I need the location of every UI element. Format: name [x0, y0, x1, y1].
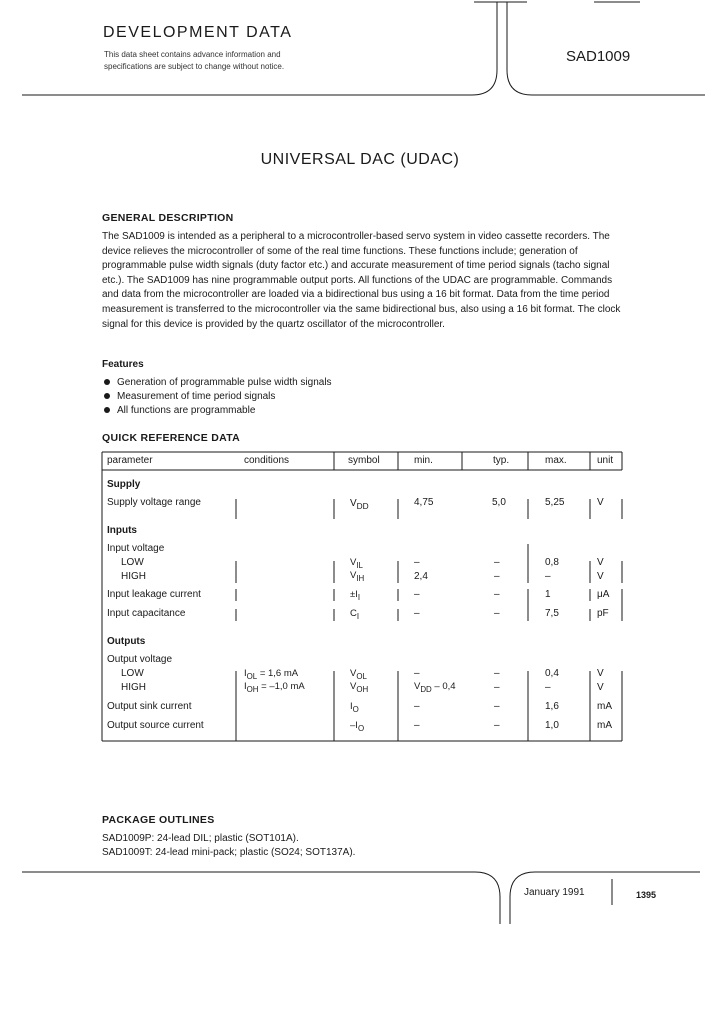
supply-heading: Supply	[107, 479, 141, 490]
input-capacitance-min: –	[414, 608, 420, 619]
supply-unit: V	[597, 497, 604, 508]
input-high-symbol: $V_{IH}$	[350, 570, 365, 583]
input-leakage-min: –	[414, 589, 420, 600]
col-symbol: symbol	[348, 455, 380, 466]
input-leakage-label: Input leakage current	[107, 589, 201, 600]
input-capacitance-label: Input capacitance	[107, 608, 186, 619]
col-max: max.	[545, 455, 567, 466]
quick-reference-heading: QUICK REFERENCE DATA	[102, 432, 241, 444]
footer-date: January 1991	[524, 887, 585, 898]
output-high-symbol: $V_{OH}$	[350, 681, 369, 694]
document-title: UNIVERSAL DAC (UDAC)	[260, 151, 460, 168]
output-high-label: HIGH	[121, 682, 146, 693]
output-high-typ: –	[494, 682, 500, 693]
input-capacitance-unit: pF	[597, 608, 609, 619]
output-sink-label: Output sink current	[107, 701, 192, 712]
output-source-max: 1,0	[545, 720, 559, 731]
col-unit: unit	[597, 455, 614, 466]
col-conditions: conditions	[244, 455, 290, 466]
input-low-typ: –	[494, 557, 500, 568]
package-line-1: SAD1009P: 24-lead DIL; plastic (SOT101A).	[102, 833, 299, 844]
input-low-max: 0,8	[545, 557, 559, 568]
output-sink-min: –	[414, 701, 420, 712]
feature-item: Measurement of time period signals	[102, 391, 275, 402]
output-high-max: –	[545, 682, 551, 693]
input-high-label: HIGH	[121, 571, 146, 582]
output-source-unit: mA	[597, 720, 612, 731]
supply-min: 4,75	[414, 497, 434, 508]
input-high-max: –	[545, 571, 551, 582]
input-high-min: 2,4	[414, 571, 428, 582]
output-low-unit: V	[597, 668, 604, 679]
disclaimer-line-1: This data sheet contains advance information and	[104, 50, 281, 59]
supply-max: 5,25	[545, 497, 565, 508]
output-low-symbol: $V_{OL}$	[350, 668, 367, 681]
output-sink-typ: –	[494, 701, 500, 712]
output-low-typ: –	[494, 668, 500, 679]
input-leakage-symbol: $\pm I_I$	[350, 589, 361, 602]
package-outlines-heading: PACKAGE OUTLINES	[102, 814, 215, 826]
output-high-condition: $I_{OH} = -1,0$ mA	[244, 681, 305, 694]
output-high-min: $V_{DD} - 0,4$	[414, 681, 456, 694]
output-sink-unit: mA	[597, 701, 612, 712]
input-high-typ: –	[494, 571, 500, 582]
bullet-icon	[104, 393, 110, 399]
part-number: SAD1009	[566, 48, 631, 65]
development-data-title: DEVELOPMENT DATA	[103, 24, 293, 41]
package-line-2: SAD1009T: 24-lead mini-pack; plastic (SO24; SOT137A).	[102, 847, 356, 858]
output-low-min: –	[414, 668, 420, 679]
input-leakage-typ: –	[494, 589, 500, 600]
feature-item: Generation of programmable pulse width signals	[102, 377, 332, 388]
supply-typ: 5,0	[492, 497, 506, 508]
input-low-label: LOW	[121, 557, 144, 568]
input-voltage-label: Input voltage	[107, 543, 165, 554]
input-low-min: –	[414, 557, 420, 568]
output-source-label: Output source current	[107, 720, 204, 731]
output-sink-max: 1,6	[545, 701, 559, 712]
output-source-min: –	[414, 720, 420, 731]
output-low-max: 0,4	[545, 668, 559, 679]
general-description-body: The SAD1009 is intended as a peripheral to a microcontroller-based servo system in video cassette recorders. The device relieves the microcontroller of some of the real time functions. These functions include; generation of programmable pulse width signals (duty factor etc.) and accurate measurement of time period signals (tacho signal etc.). The SAD1009 has nine programmable output ports. All functions of the UDAC are programmable. Commands and data from the microcontroller are loaded via a bidirectional bus using a 16 bit format. Data from the time period measurement is transferred to the microcontroller via the same bidirectional bus, also using a 16 bit format. The clock signal for this device is provided by the quartz oscillator of the microcontroller.	[102, 231, 621, 330]
input-high-unit: V	[597, 571, 604, 582]
input-leakage-unit: μA	[597, 589, 610, 600]
input-capacitance-max: 7,5	[545, 608, 559, 619]
output-low-label: LOW	[121, 668, 144, 679]
output-low-condition: $I_{OL} = 1,6$ mA	[244, 668, 299, 681]
col-min: min.	[414, 455, 433, 466]
supply-voltage-label: Supply voltage range	[107, 497, 201, 508]
inputs-heading: Inputs	[107, 525, 137, 536]
output-sink-symbol: $I_O$	[350, 701, 359, 714]
feature-item: All functions are programmable	[102, 405, 255, 416]
output-source-symbol: $-I_O$	[350, 720, 365, 733]
page-number: 1395	[636, 890, 657, 900]
input-low-unit: V	[597, 557, 604, 568]
bullet-icon	[104, 379, 110, 385]
input-low-symbol: $V_{IL}$	[350, 557, 363, 570]
output-voltage-label: Output voltage	[107, 654, 173, 665]
features-heading: Features	[102, 359, 144, 370]
output-source-typ: –	[494, 720, 500, 731]
output-high-unit: V	[597, 682, 604, 693]
input-capacitance-symbol: $C_I$	[350, 608, 360, 621]
general-description-heading: GENERAL DESCRIPTION	[102, 212, 234, 224]
bullet-icon	[104, 407, 110, 413]
input-capacitance-typ: –	[494, 608, 500, 619]
col-typ: typ.	[493, 455, 510, 466]
col-parameter: parameter	[107, 455, 153, 466]
supply-symbol: $V_{DD}$	[350, 498, 369, 511]
disclaimer-line-2: specifications are subject to change without notice.	[104, 62, 285, 71]
outputs-heading: Outputs	[107, 636, 146, 647]
input-leakage-max: 1	[545, 589, 551, 600]
